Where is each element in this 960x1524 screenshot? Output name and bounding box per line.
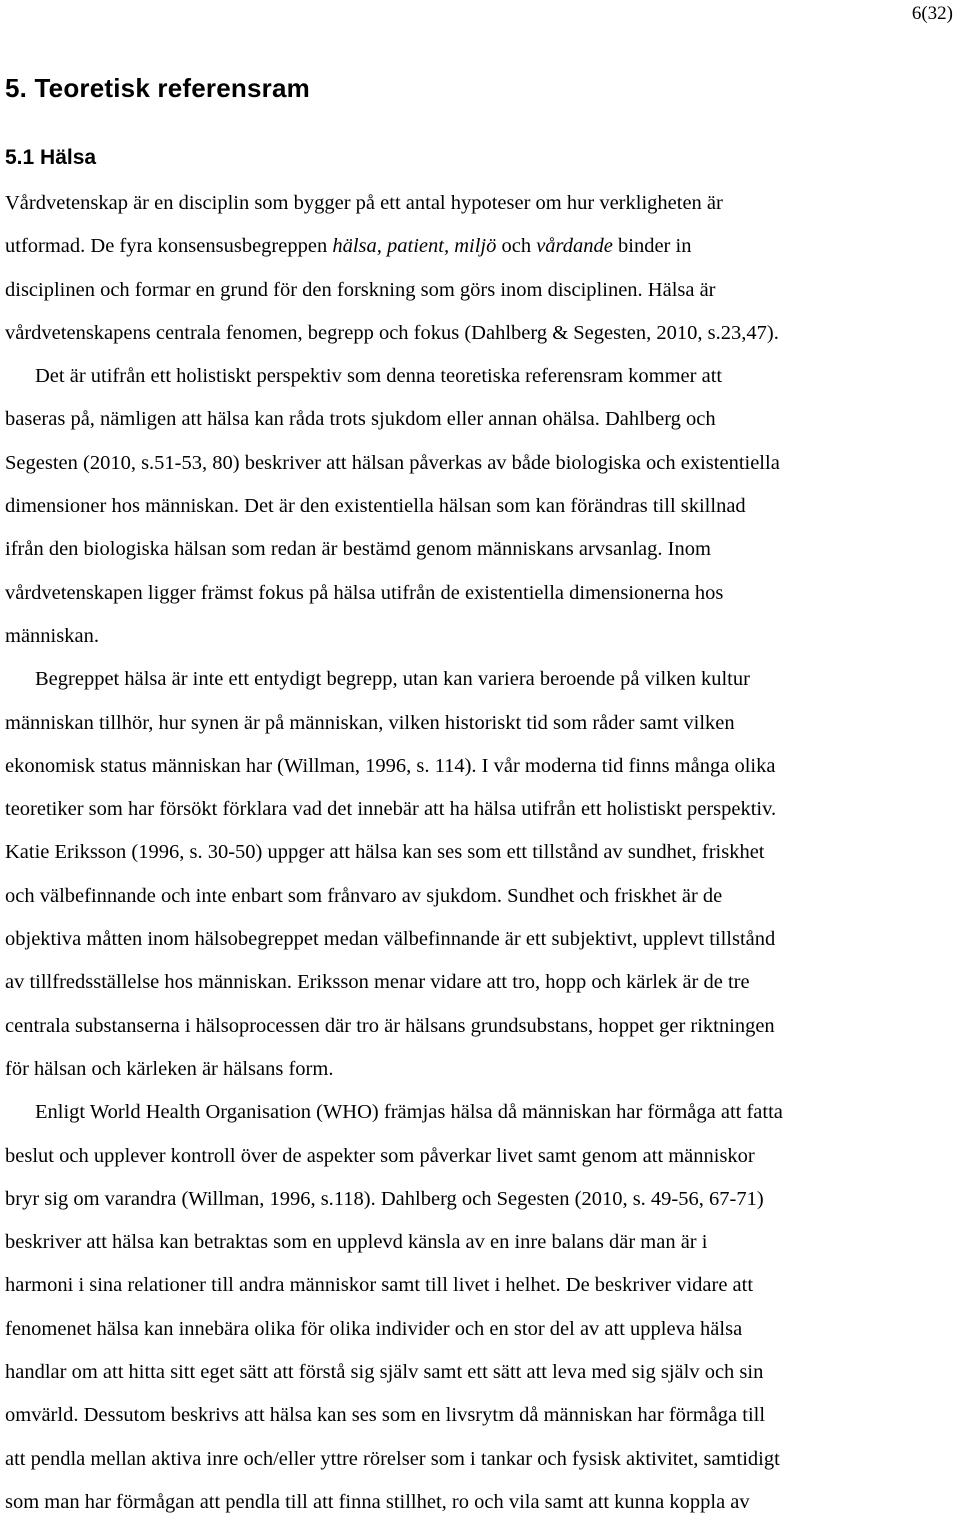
text-line: som man har förmågan att pendla till att finna stillhet, ro och vila samt att kunna koppla av (5, 1490, 750, 1513)
text-line: människan tillhör, hur synen är på människan, vilken historiskt tid som råder samt vilken (5, 711, 735, 734)
paragraph-begreppet (5, 658, 960, 1091)
italic-term: vårdande (536, 235, 613, 258)
body-text (5, 182, 960, 1524)
text-line: teoretiker som har försökt förklara vad det innebär att ha hälsa utifrån ett holistiskt perspektiv. (5, 798, 777, 821)
text-line: Katie Eriksson (1996, s. 30-50) uppger att hälsa kan ses som ett tillstånd av sundhet, friskhet (5, 841, 765, 864)
text-line: vårdvetenskapen ligger främst fokus på hälsa utifrån de existentiella dimensionerna hos (5, 581, 724, 604)
text-line: människan. (5, 624, 99, 647)
italic-term: hälsa, patient, miljö (332, 235, 497, 258)
text-line: bryr sig om varandra (Willman, 1996, s.118). Dahlberg och Segesten (2010, s. 49-56, 67-71) (5, 1187, 764, 1210)
text-line: Vårdvetenskap är en disciplin som bygger på ett antal hypoteser om hur verkligheten är (5, 192, 723, 214)
text-line: ifrån den biologiska hälsan som redan är bestämd genom människans arvsanlag. Inom (5, 538, 711, 561)
text-run: binder in (612, 235, 692, 258)
text-line: Segesten (2010, s.51-53, 80) beskriver att hälsan påverkas av både biologiska och existentiella (5, 451, 780, 474)
text-line: objektiva måtten inom hälsobegreppet medan välbefinnande är ett subjektivt, upplevt tillstånd (5, 928, 776, 951)
text-line: baseras på, nämligen att hälsa kan råda trots sjukdom eller annan ohälsa. Dahlberg och (5, 408, 716, 431)
text-line: disciplinen och formar en grund för den forskning som görs inom disciplinen. Hälsa är (5, 278, 716, 301)
text-line: att pendla mellan aktiva inre och/eller yttre rörelser som i tankar och fysisk aktivitet, samtidigt (5, 1447, 780, 1470)
paragraph-who (5, 1091, 960, 1524)
paragraph-vardvetenskap (5, 182, 960, 355)
text-line: fenomenet hälsa kan innebära olika för olika individer och en stor del av att uppleva hälsa (5, 1317, 743, 1340)
text-line (5, 225, 960, 268)
paragraph-holistiskt (5, 355, 960, 658)
chapter-heading: 5. Teoretisk referensram (5, 73, 310, 103)
text-line: omvärld. Dessutom beskrivs att hälsa kan ses som en livsrytm då människan har förmåga till (5, 1404, 766, 1427)
text-line: handlar om att hitta sitt eget sätt att förstå sig själv samt ett sätt att leva med sig själv och sin (5, 1361, 764, 1384)
text-line: Enligt World Health Organisation (WHO) främjas hälsa då människan har förmåga att fatta (35, 1101, 783, 1124)
text-line: för hälsan och kärleken är hälsans form. (5, 1057, 334, 1080)
text-line: beslut och upplever kontroll över de aspekter som påverkar livet samt genom att människor (5, 1144, 755, 1167)
text-line: dimensioner hos människan. Det är den existentiella hälsan som kan förändras till skillnad (5, 495, 746, 518)
text-line: beskriver att hälsa kan betraktas som en upplevd känsla av en inre balans där man är i (5, 1231, 708, 1254)
text-run: och (496, 235, 537, 258)
text-line: och välbefinnande och inte enbart som frånvaro av sjukdom. Sundhet och friskhet är de (5, 884, 723, 907)
text-line: harmoni i sina relationer till andra människor samt till livet i helhet. De beskriver vidare att (5, 1274, 754, 1297)
page-number: 6(32) (911, 3, 953, 24)
text-line: Begreppet hälsa är inte ett entydigt begrepp, utan kan variera beroende på vilken kultur (35, 668, 750, 691)
text-line: centrala substanserna i hälsoprocessen där tro är hälsans grundsubstans, hoppet ger riktningen (5, 1014, 775, 1037)
text-line: vårdvetenskapens centrala fenomen, begrepp och fokus (Dahlberg & Segesten, 2010, s.23,47). (5, 321, 779, 344)
text-run: utformad. De fyra konsensusbegreppen (5, 235, 333, 258)
section-heading: 5.1 Hälsa (5, 146, 97, 169)
text-line: ekonomisk status människan har (Willman, 1996, s. 114). I vår moderna tid finns många olika (5, 754, 776, 777)
text-line: Det är utifrån ett holistiskt perspektiv som denna teoretiska referensram kommer att (35, 365, 723, 388)
text-line: av tillfredsställelse hos människan. Eriksson menar vidare att tro, hopp och kärlek är de tre (5, 971, 750, 994)
